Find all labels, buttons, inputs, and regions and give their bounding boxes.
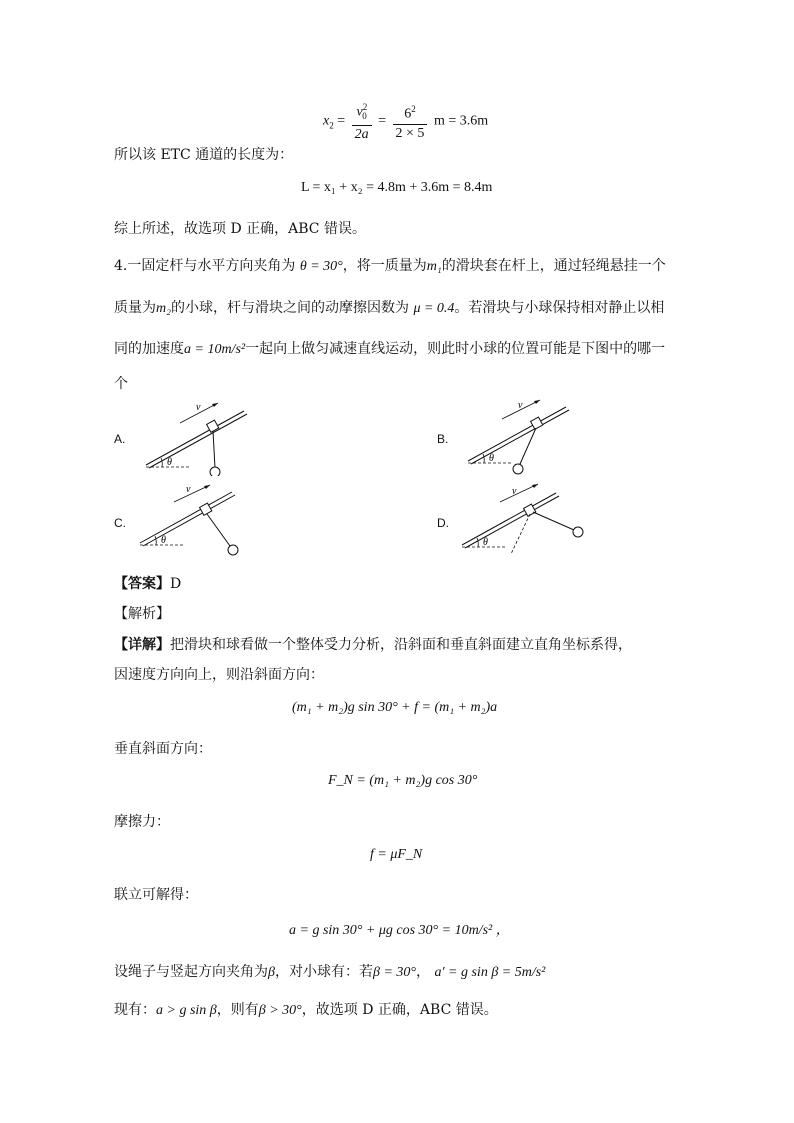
option-c-label[interactable]: C. xyxy=(114,516,126,530)
final-line xyxy=(114,999,498,1019)
answer-line xyxy=(114,573,181,593)
along-intro: 因速度方向向上，则沿斜面方向： xyxy=(114,667,324,683)
equation-acceleration: a = g sin 30° + μg cos 30° = 10m/s² ， xyxy=(289,923,510,938)
solve-intro: 联立可解得： xyxy=(114,887,198,903)
fraction-v0-over-2a xyxy=(352,98,372,144)
q-text-2a: 质量为 xyxy=(114,300,156,316)
q-text-1b: ，将一质量为 xyxy=(342,258,427,274)
option-b-label[interactable]: B. xyxy=(437,432,449,446)
q-text-1a: 一固定杆与水平方向夹角为 xyxy=(127,258,296,274)
theta-label: θ xyxy=(483,537,488,548)
analysis-heading: 【解析】 xyxy=(114,606,170,622)
answer-heading: 【答案】 xyxy=(114,576,170,592)
x2-subscript: 2 xyxy=(329,120,334,131)
m1-symbol: m₁ xyxy=(426,259,442,274)
x2-equation: $x_2$ = $\frac{v^2_0}{2a}$ = $\frac{6^2}{2 \times 5}$ m = 3.6m xyxy=(323,98,488,144)
option-a-label[interactable]: A. xyxy=(114,432,126,446)
detail-line xyxy=(114,634,632,654)
option-c-figure[interactable] xyxy=(134,482,244,560)
inequality-beta: β > 30° xyxy=(258,1003,302,1018)
option-d-label[interactable]: D. xyxy=(437,516,449,530)
frac2-sup: 2 xyxy=(411,103,416,114)
v-sup: 2 xyxy=(362,102,368,112)
beta-symbol: β xyxy=(268,965,275,980)
question-line-2 xyxy=(114,297,664,317)
q-text-2b: 的小球，杆与滑块之间的动摩擦因数为 xyxy=(170,300,409,316)
rope-text-2: ，对小球有：若 xyxy=(274,964,373,980)
detail-text: 把滑块和球看做一个整体受力分析，沿斜面和垂直斜面建立直角坐标系得， xyxy=(170,637,632,653)
now-text: 现有： xyxy=(114,1002,156,1018)
question-number: 4. xyxy=(114,258,128,274)
equation-normal-force: F_N = (m₁ + m₂)g cos 30° xyxy=(328,773,478,788)
length-equation: L = x₁ + x₂ = 4.8m + 3.6m = 8.4m xyxy=(301,180,493,195)
etc-intro: 所以该 ETC 通道的长度为： xyxy=(114,147,294,163)
velocity-label: v xyxy=(512,486,517,497)
v-sub: 0 xyxy=(362,111,367,122)
question-line-3 xyxy=(114,338,665,358)
prev-conclusion: 综上所述，故选项 D 正确，ABC 错误。 xyxy=(114,221,366,237)
theta-label: θ xyxy=(167,457,172,468)
equation-along-slope: (m₁ + m₂)g sin 30° + f = (m₁ + m₂)a xyxy=(292,700,498,715)
question-line-1 xyxy=(114,255,666,275)
rope-text: 设绳子与竖起方向夹角为 xyxy=(114,964,268,980)
mu-equation: μ = 0.4 xyxy=(413,301,455,316)
beta-equation: β = 30° xyxy=(372,965,417,980)
question-line-4: 个 xyxy=(114,376,128,392)
x2-result: m = 3.6m xyxy=(433,113,489,129)
rope-text-3: ， xyxy=(416,964,431,980)
velocity-label: v xyxy=(518,400,523,411)
q-text-2c: 。若滑块与小球保持相对静止以相 xyxy=(454,300,665,316)
option-a-figure[interactable] xyxy=(140,398,250,476)
answer-value: D xyxy=(170,576,182,592)
fraction-6-over-10 xyxy=(393,100,428,143)
equation-friction: f = μF_N xyxy=(370,847,423,862)
now-text-3: ，故选项 D 正确，ABC 错误。 xyxy=(301,1002,498,1018)
q-text-3b: 一起向上做匀减速直线运动，则此时小球的位置可能是下图中的哪一 xyxy=(245,341,666,357)
x2-symbol: x xyxy=(323,113,330,129)
option-d-figure[interactable] xyxy=(456,482,596,560)
q-text-3a: 同的加速度 xyxy=(114,341,184,357)
theta-label: θ xyxy=(489,453,494,464)
accel-equation: a = 10m/s² xyxy=(184,342,246,357)
a-prime-equation: a′ = g sin β = 5m/s² xyxy=(434,965,546,980)
theta-equation: θ = 30° xyxy=(299,259,343,274)
v-symbol: v xyxy=(356,104,363,120)
frac1-denominator: 2a xyxy=(354,127,369,143)
perp-intro: 垂直斜面方向： xyxy=(114,741,212,757)
frac2-denominator: 2 × 5 xyxy=(395,125,425,141)
now-text-2: ，则有 xyxy=(216,1002,259,1018)
velocity-label: v xyxy=(196,402,201,413)
velocity-label: v xyxy=(186,484,191,495)
q-text-1c: 的滑块套在杆上，通过轻绳悬挂一个 xyxy=(441,258,666,274)
option-b-figure[interactable] xyxy=(462,398,572,476)
m2-symbol: m₂ xyxy=(156,301,171,316)
frac2-num: 6 xyxy=(404,106,412,122)
rope-angle-line xyxy=(114,961,545,981)
theta-label: θ xyxy=(161,535,166,546)
detail-heading: 【详解】 xyxy=(114,637,170,653)
friction-intro: 摩擦力： xyxy=(114,814,170,830)
inequality-a: a > g sin β xyxy=(156,1003,217,1018)
